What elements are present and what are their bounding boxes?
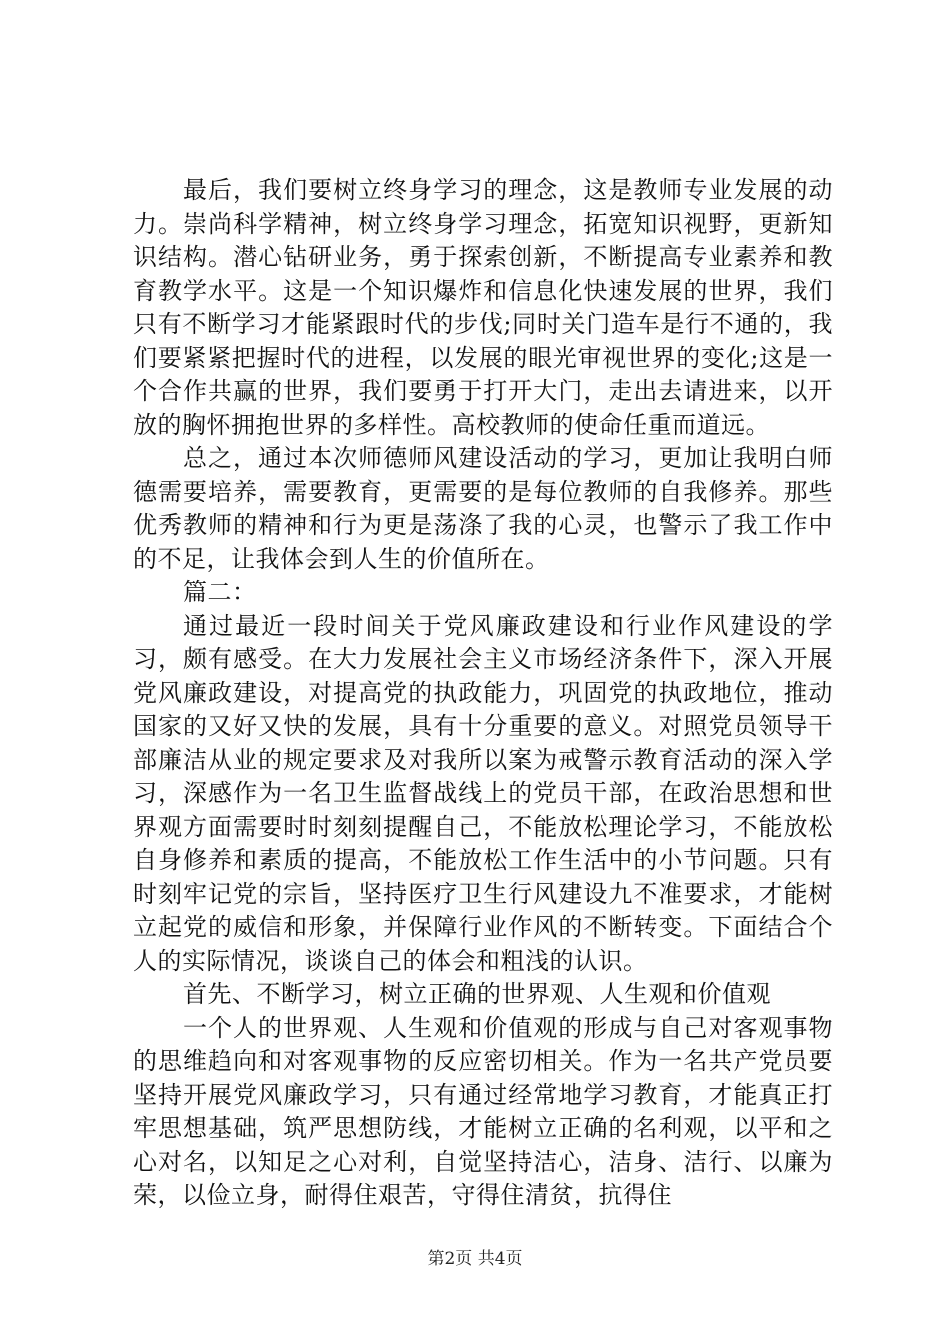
paragraph-conclusion-lifelong-learning: 最后，我们要树立终身学习的理念，这是教师专业发展的动力。崇尚科学精神，树立终身学习理念，拓宽知识视野，更新知识结构。潜心钻研业务，勇于探索创新，不断提高专业素养和教育教学水平。这是一个知识爆炸和信息化快速发展的世界，我们只有不断学习才能紧跟时代的步伐;同时关门造车是行不通的，我们要紧紧把握时代的进程，以发展的眼光审视世界的变化;这是一个合作共赢的世界，我们要勇于打开大门，走出去请进来，以开放的胸怀拥抱世界的多样性。高校教师的使命任重而道远。 bbox=[133, 176, 833, 439]
paragraph-party-conduct-intro: 通过最近一段时间关于党风廉政建设和行业作风建设的学习，颇有感受。在大力发展社会主义市场经济条件下，深入开展党风廉政建设，对提高党的执政能力，巩固党的执政地位，推动国家的又好又快的发展，具有十分重要的意义。对照党员领导干部廉洁从业的规定要求及对我所以案为戒警示教育活动的深入学习，深感作为一名卫生监督战线上的党员干部，在政治思想和世界观方面需要时时刻刻提醒自己，不能放松理论学习，不能放松自身修养和素质的提高，不能放松工作生活中的小节问题。只有时刻牢记党的宗旨，坚持医疗卫生行风建设九不准要求，才能树立起党的威信和形象，并保障行业作风的不断转变。下面结合个人的实际情况，谈谈自己的体会和粗浅的认识。 bbox=[133, 611, 833, 975]
paragraph-summary: 总之，通过本次师德师风建设活动的学习，更加让我明白师德需要培养，需要教育，更需要的是每位教师的自我修养。那些优秀教师的精神和行为更是荡涤了我的心灵，也警示了我工作中的不足，让我体会到人生的价值所在。 bbox=[133, 444, 833, 573]
page-number-footer: 第2页 共4页 bbox=[427, 1249, 523, 1269]
paragraph-worldview: 一个人的世界观、人生观和价值观的形成与自己对客观事物的思维趋向和对客观事物的反应密切相关。作为一名共产党员要坚持开展党风廉政学习，只有通过经常地学习教育，才能真正打牢思想基础，筑严思想防线，才能树立正确的名利观，以平和之心对名，以知足之心对利，自觉坚持洁心，洁身、洁行、以廉为荣，以俭立身，耐得住艰苦，守得住清贫，抗得住 bbox=[133, 1013, 833, 1209]
subheading-first-point: 首先、不断学习，树立正确的世界观、人生观和价值观 bbox=[183, 980, 771, 1008]
section-heading-part-two: 篇二： bbox=[183, 578, 257, 606]
document-body bbox=[133, 174, 833, 1213]
